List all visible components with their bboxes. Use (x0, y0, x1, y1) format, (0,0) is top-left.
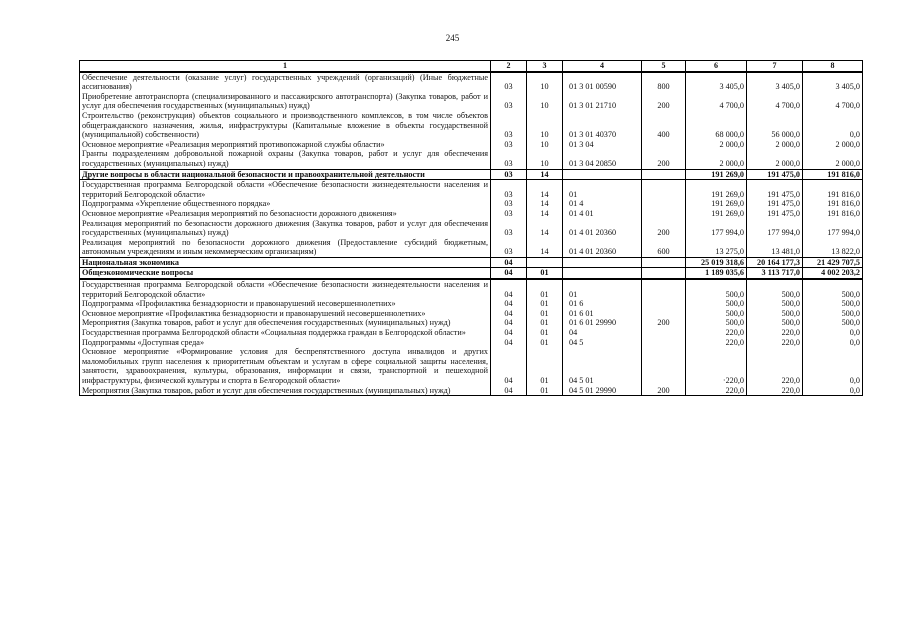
header-row (80, 61, 863, 72)
row-value-col7: 4 700,0 (747, 92, 803, 111)
row-target-code: 01 3 04 20850 (563, 149, 642, 169)
row-section: 04 (491, 338, 527, 348)
row-target-code: 01 4 01 20360 (563, 219, 642, 238)
table-body (80, 72, 863, 396)
row-expense-type (642, 299, 686, 309)
row-expense-type (642, 338, 686, 348)
row-subsection: 10 (527, 92, 563, 111)
table-row (80, 72, 863, 92)
table-row (80, 238, 863, 258)
row-value-col7: 220,0 (747, 328, 803, 338)
row-section: 04 (491, 309, 527, 319)
row-expense-type (642, 140, 686, 150)
row-target-code: 01 6 (563, 299, 642, 309)
row-description: Приобретение автотранспорта (специализированного и пассажирского автотранспорта) (Закупка товаров, работ и услуг для обеспечения государственных (муниципальных) нужд) (80, 92, 491, 111)
row-value-col7: 13 481,0 (747, 238, 803, 258)
row-subsection: 01 (527, 299, 563, 309)
header-cell: 6 (686, 61, 747, 72)
row-expense-type: 600 (642, 238, 686, 258)
row-expense-type (642, 268, 686, 279)
row-value-col6: 191 269,0 (686, 209, 747, 219)
row-value-col7: 500,0 (747, 309, 803, 319)
row-value-col8: 3 405,0 (803, 72, 863, 92)
row-subsection: 10 (527, 140, 563, 150)
row-section: 04 (491, 328, 527, 338)
row-value-col7: 2 000,0 (747, 149, 803, 169)
row-value-col6: 500,0 (686, 309, 747, 319)
row-description: Строительство (реконструкция) объектов социального и производственного комплексов, в том числе объектов общегражданского назначения, жилья, инфраструктуры (Капитальные вложение в объекты государственной (муниципальной) собственности) (80, 111, 491, 140)
table-row (80, 209, 863, 219)
row-description: Основное мероприятие «Профилактика безнадзорности и правонарушений несовершеннолетних» (80, 309, 491, 319)
row-subsection: 01 (527, 328, 563, 338)
row-section: 04 (491, 318, 527, 328)
row-target-code: 01 4 (563, 199, 642, 209)
row-value-col7: 2 000,0 (747, 140, 803, 150)
row-description: Государственная программа Белгородской области «Обеспечение безопасности жизнедеятельности населения и территорий Белгородской области» (80, 180, 491, 200)
row-description: Гранты подразделениям добровольной пожарной охраны (Закупка товаров, работ и услуг для обеспечения государственных (муниципальных) нужд) (80, 149, 491, 169)
row-section: 04 (491, 299, 527, 309)
table-row (80, 169, 863, 180)
row-section: 03 (491, 149, 527, 169)
row-value-col6: 13 275,0 (686, 238, 747, 258)
row-target-code: 01 3 04 (563, 140, 642, 150)
row-description: Реализация мероприятий по безопасности дорожного движения (Закупка товаров, работ и услуг для обеспечения государственных (муниципальных) нужд) (80, 219, 491, 238)
row-subsection: 14 (527, 169, 563, 180)
row-target-code: 01 6 01 (563, 309, 642, 319)
row-value-col6: 220,0 (686, 328, 747, 338)
row-description: Другие вопросы в области национальной безопасности и правоохранительной деятельности (80, 169, 491, 180)
row-subsection: 10 (527, 72, 563, 92)
row-value-col7: 220,0 (747, 338, 803, 348)
row-section: 03 (491, 238, 527, 258)
table-row (80, 268, 863, 279)
row-value-col6: 3 405,0 (686, 72, 747, 92)
row-expense-type: 200 (642, 386, 686, 396)
header-cell: 7 (747, 61, 803, 72)
row-value-col7: 20 164 177,3 (747, 257, 803, 268)
row-target-code: 01 3 01 21710 (563, 92, 642, 111)
row-value-col6: 191 269,0 (686, 199, 747, 209)
table-row (80, 92, 863, 111)
row-expense-type (642, 209, 686, 219)
row-description: Общеэкономические вопросы (80, 268, 491, 279)
header-cell: 5 (642, 61, 686, 72)
row-value-col7: 500,0 (747, 318, 803, 328)
row-description: Мероприятия (Закупка товаров, работ и услуг для обеспечения государственных (муниципальных) нужд) (80, 386, 491, 396)
row-value-col8: 0,0 (803, 347, 863, 385)
header-cell: 2 (491, 61, 527, 72)
row-value-col8: 500,0 (803, 318, 863, 328)
row-value-col7: 177 994,0 (747, 219, 803, 238)
row-value-col6: 191 269,0 (686, 180, 747, 200)
row-value-col7: 220,0 (747, 347, 803, 385)
row-target-code: 01 4 01 (563, 209, 642, 219)
row-subsection: 14 (527, 209, 563, 219)
row-expense-type (642, 309, 686, 319)
row-value-col8: 0,0 (803, 111, 863, 140)
row-value-col6: 1 189 035,6 (686, 268, 747, 279)
row-value-col8: 0,0 (803, 338, 863, 348)
row-expense-type (642, 199, 686, 209)
row-target-code: 01 (563, 180, 642, 200)
row-expense-type (642, 257, 686, 268)
row-value-col8: 0,0 (803, 386, 863, 396)
row-value-col8: 500,0 (803, 309, 863, 319)
row-expense-type: 200 (642, 318, 686, 328)
row-value-col6: 2 000,0 (686, 149, 747, 169)
table-row (80, 257, 863, 268)
row-expense-type (642, 328, 686, 338)
table-row (80, 149, 863, 169)
row-target-code: 01 3 01 00590 (563, 72, 642, 92)
row-target-code: 01 4 01 20360 (563, 238, 642, 258)
table-row (80, 111, 863, 140)
row-section: 04 (491, 386, 527, 396)
row-description: Реализация мероприятий по безопасности дорожного движения (Предоставление субсидий бюджетным, автономным учреждениям и иным некоммерческим организациям) (80, 238, 491, 258)
row-expense-type (642, 279, 686, 299)
row-target-code: 04 5 01 29990 (563, 386, 642, 396)
row-section: 04 (491, 268, 527, 279)
row-value-col8: 0,0 (803, 328, 863, 338)
row-subsection: 14 (527, 199, 563, 209)
row-subsection: 10 (527, 149, 563, 169)
row-section: 03 (491, 92, 527, 111)
table-row (80, 328, 863, 338)
row-value-col8: 4 002 203,2 (803, 268, 863, 279)
row-value-col8: 2 000,0 (803, 149, 863, 169)
row-value-col6: 500,0 (686, 279, 747, 299)
table-row (80, 279, 863, 299)
row-value-col7: 191 475,0 (747, 209, 803, 219)
row-description: Подпрограммы «Доступная среда» (80, 338, 491, 348)
row-section: 03 (491, 140, 527, 150)
row-section: 03 (491, 169, 527, 180)
row-subsection: 01 (527, 309, 563, 319)
row-value-col8: 4 700,0 (803, 92, 863, 111)
header-cell: 8 (803, 61, 863, 72)
row-description: Обеспечение деятельности (оказание услуг) государственных учреждений (организаций) (Иные бюджетные ассигнования) (80, 72, 491, 92)
table-row (80, 140, 863, 150)
row-subsection: 10 (527, 111, 563, 140)
row-description: Государственная программа Белгородской области «Социальная поддержка граждан в Белгородской области» (80, 328, 491, 338)
row-section: 04 (491, 347, 527, 385)
row-subsection: 14 (527, 219, 563, 238)
row-description: Основное мероприятие «Формирование условия для беспрепятственного доступа инвалидов и других маломобильных групп населения к приоритетным объектам и услугам в сфере социальной защиты населения, занятости, здравоохранения, культуры, образования, информации и связи, транспортной и пешеходной инфраструктуры, физической культуры и спорта в Белгородской области» (80, 347, 491, 385)
row-section: 04 (491, 279, 527, 299)
row-subsection (527, 257, 563, 268)
page-number: 245 (445, 33, 460, 43)
row-value-col6: ·220,0 (686, 347, 747, 385)
row-target-code (563, 169, 642, 180)
row-value-col7: 56 000,0 (747, 111, 803, 140)
row-value-col7: 220,0 (747, 386, 803, 396)
row-expense-type: 400 (642, 111, 686, 140)
row-target-code: 04 5 (563, 338, 642, 348)
row-section: 03 (491, 111, 527, 140)
row-value-col8: 191 816,0 (803, 169, 863, 180)
row-subsection: 01 (527, 338, 563, 348)
row-value-col8: 13 822,0 (803, 238, 863, 258)
row-expense-type: 200 (642, 219, 686, 238)
row-value-col6: 177 994,0 (686, 219, 747, 238)
row-description: Государственная программа Белгородской области «Обеспечение безопасности жизнедеятельности населения и территорий Белгородской области» (80, 279, 491, 299)
row-description: Мероприятия (Закупка товаров, работ и услуг для обеспечения государственных (муниципальных) нужд) (80, 318, 491, 328)
row-value-col6: 500,0 (686, 318, 747, 328)
row-subsection: 01 (527, 268, 563, 279)
row-expense-type: 800 (642, 72, 686, 92)
row-expense-type: 200 (642, 92, 686, 111)
row-subsection: 01 (527, 318, 563, 328)
row-description: Национальная экономика (80, 257, 491, 268)
row-value-col8: 191 816,0 (803, 209, 863, 219)
row-subsection: 14 (527, 238, 563, 258)
row-value-col8: 177 994,0 (803, 219, 863, 238)
header-cell: 1 (80, 61, 491, 72)
row-expense-type (642, 169, 686, 180)
row-value-col7: 3 405,0 (747, 72, 803, 92)
table-row (80, 180, 863, 200)
row-expense-type: 200 (642, 149, 686, 169)
row-value-col6: 220,0 (686, 338, 747, 348)
header-cell: 3 (527, 61, 563, 72)
row-target-code: 01 3 01 40370 (563, 111, 642, 140)
table-row (80, 299, 863, 309)
row-expense-type (642, 347, 686, 385)
row-value-col8: 191 816,0 (803, 180, 863, 200)
row-value-col7: 191 475,0 (747, 180, 803, 200)
row-value-col6: 500,0 (686, 299, 747, 309)
row-value-col8: 500,0 (803, 279, 863, 299)
budget-table-container (79, 60, 862, 396)
row-value-col8: 2 000,0 (803, 140, 863, 150)
row-section: 04 (491, 257, 527, 268)
row-value-col7: 500,0 (747, 279, 803, 299)
budget-table (79, 60, 863, 396)
row-value-col8: 191 816,0 (803, 199, 863, 209)
table-row (80, 347, 863, 385)
row-target-code (563, 268, 642, 279)
row-description: Основное мероприятие «Реализация мероприятий противопожарной службы области» (80, 140, 491, 150)
row-value-col7: 3 113 717,0 (747, 268, 803, 279)
row-expense-type (642, 180, 686, 200)
row-value-col6: 220,0 (686, 386, 747, 396)
table-row (80, 386, 863, 396)
row-subsection: 01 (527, 386, 563, 396)
row-section: 03 (491, 199, 527, 209)
row-value-col6: 68 000,0 (686, 111, 747, 140)
row-value-col6: 191 269,0 (686, 169, 747, 180)
row-target-code: 01 (563, 279, 642, 299)
row-value-col8: 21 429 707,5 (803, 257, 863, 268)
row-value-col6: 2 000,0 (686, 140, 747, 150)
table-row (80, 219, 863, 238)
table-row (80, 338, 863, 348)
row-value-col6: 25 019 318,6 (686, 257, 747, 268)
row-description: Подпрограмма «Укрепление общественного порядка» (80, 199, 491, 209)
row-subsection: 01 (527, 347, 563, 385)
row-subsection: 01 (527, 279, 563, 299)
row-target-code: 04 5 01 (563, 347, 642, 385)
row-section: 03 (491, 180, 527, 200)
row-section: 03 (491, 209, 527, 219)
row-section: 03 (491, 72, 527, 92)
table-row (80, 309, 863, 319)
row-subsection: 14 (527, 180, 563, 200)
row-value-col7: 500,0 (747, 299, 803, 309)
row-description: Подпрограмма «Профилактика безнадзорности и правонарушений несовершеннолетних» (80, 299, 491, 309)
row-section: 03 (491, 219, 527, 238)
row-target-code: 04 (563, 328, 642, 338)
table-row (80, 199, 863, 209)
row-target-code: 01 6 01 29990 (563, 318, 642, 328)
row-description: Основное мероприятие «Реализация мероприятий по безопасности дорожного движения» (80, 209, 491, 219)
row-value-col7: 191 475,0 (747, 199, 803, 209)
row-value-col7: 191 475,0 (747, 169, 803, 180)
table-row (80, 318, 863, 328)
row-target-code (563, 257, 642, 268)
row-value-col8: 500,0 (803, 299, 863, 309)
header-cell: 4 (563, 61, 642, 72)
row-value-col6: 4 700,0 (686, 92, 747, 111)
